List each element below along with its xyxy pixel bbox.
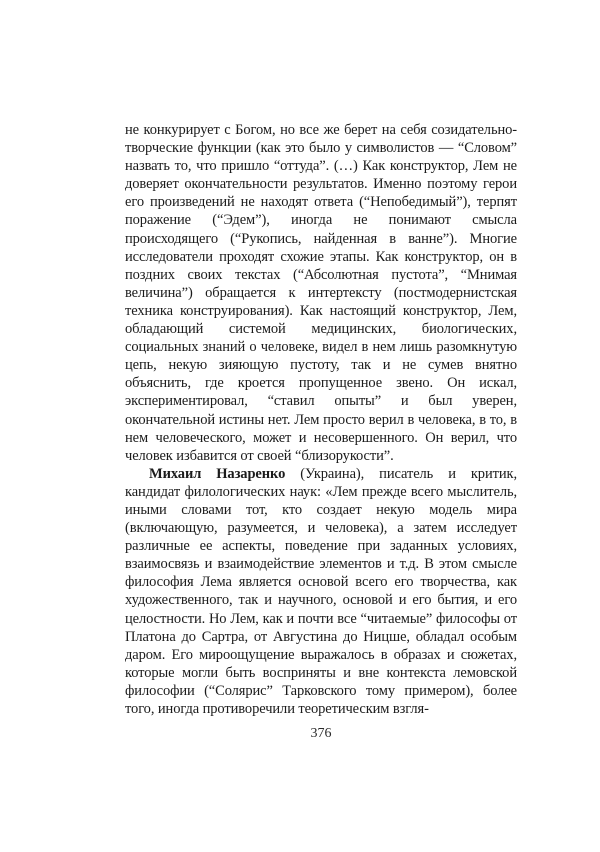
paragraph-author-name: Михаил Назаренко [149,465,286,482]
paragraph-nazarenko-text: (Украина), писатель и критик, кандидат филологических наук: «Лем прежде всего мыслитель, иными словами тот, кто создает некую модель мира (включающую, разумеется, и человека), а затем исследует различные ее аспекты, поведение при заданных условиях, взаимосвязь и взаимодействие элементов и т.д. В этом смысле философия Лема является основой всего его творчества, как художественного, так и научного, основой и его бытия, и его целостности. Но Лем, как и почти все “читаемые” философы от Платона до Сартра, от Августина до Ницше, обладал особым даром. Его мироощущение выражалось в образах и сюжетах, которые могли быть восприняты и вне контекста лемовской философии (“Солярис” Тарковского тому примером), более того, иногда противоречили теоретическим взгля- [125,465,517,717]
paragraph-continuation-text: не конкурирует с Богом, но все же берет на себя созидательно-творческие функции (как это было у символистов — “Словом” назвать то, что пришло “оттуда”. (…) Как конструктор, Лем не доверяет окончательности результатов. Именно поэтому герои его произведений не находят ответа (“Непобедимый”), терпят поражение (“Эдем”), иногда не понимают смысла происходящего (“Рукопись, найденная в ванне”). Многие исследователи проходят схожие этапы. Как конструктор, он в поздних своих текстах (“Абсолютная пустота”, “Мнимая величина”) обращается к интертексту (постмодернистская техника конструирования). Как настоящий конструктор, Лем, обладающий системой медицинских, биологических, социальных знаний о человеке, видел в нем лишь разомкнутую цепь, некую зияющую пустоту, так и не сумев внятно объяснить, где кроется пропущенное звено. Он искал, экспериментировал, “ставил опыты” и был уверен, окончательной истины нет. Лем просто верил в человека, в то, в нем человеческого, может и несовершенного. Он верил, что человек избавится от своей “близорукости”. [125,122,517,464]
page-text-block [125,121,517,718]
paragraph-continuation [125,121,517,465]
paragraph-nazarenko [125,465,517,718]
page-number: 376 [310,726,332,741]
